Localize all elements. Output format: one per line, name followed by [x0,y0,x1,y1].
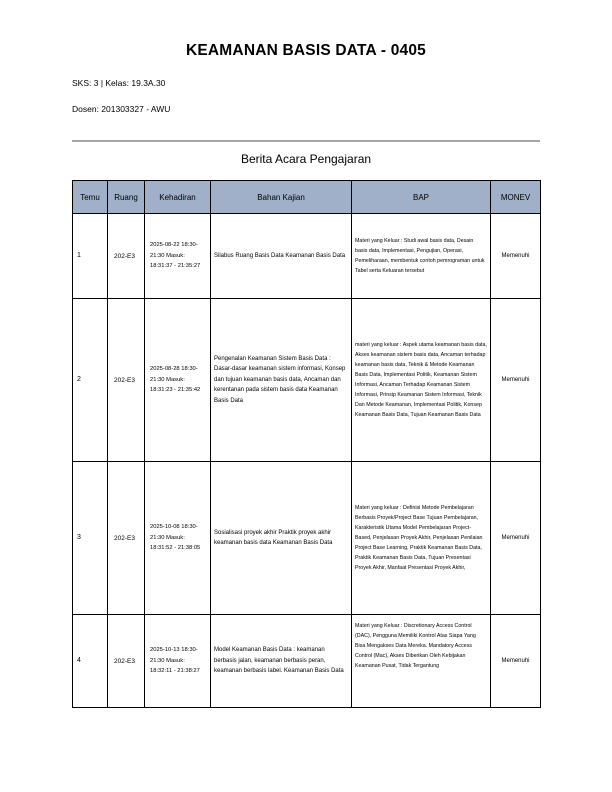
monev-cell: Memenuhi [491,462,541,615]
bahan-kajian-cell: Pengenalan Keamanan Sistem Basis Data : Dasar-dasar keamanan sistem informasi, Konsep dan tujuan keamanan basis data, Ancaman dan kerentanan pada sistem basis data Keamanan Basis Data [211,299,352,462]
temu-cell: 2 [73,299,108,462]
kehadiran-cell: 2025-08-22 18:30-21:30 Masuk: 18:31:37 - 21:35:27 [145,214,211,299]
divider [72,140,540,142]
table-row [73,462,541,615]
bap-cell: Materi yang Keluar : Discretionary Access Control (DAC), Pengguna Memiliki Kontrol Atas Siapa Yang Bisa Mengakses Data Mereka. Mandatory Access Control (Mac), Akses Diberikan Oleh Kebijakan Keamanan Pusat, Tidak Tergantung [355,623,476,670]
monev-cell: Memenuhi [491,615,541,708]
temu-cell: 4 [73,615,108,708]
monev-cell: Memenuhi [491,299,541,462]
column-header-bap: BAP [352,181,491,214]
kehadiran-cell: 2025-08-28 18:30-21:30 Masuk: 18:31:23 - 21:35:42 [145,299,211,462]
table-row [73,299,541,462]
ruang-cell: 202-E3 [108,214,145,299]
ruang-cell: 202-E3 [108,615,145,708]
bap-cell: materi yang keluar : Aspek utama keamanan basis data, Akses keamanan sistem basis data, Ancaman terhadap keamanan basis data, Teknik & Metode Keamanan Basis Data, Implementasi Politik, Keamanan Sistem Informasi, Ancaman Terhadap Keamanan Sistem Informasi, Prinsip Keamanan Sistem Informasi, Teknik Dan Metode Keamanan, Implementasi Politik, Konsep Keamanan Basis Data, Tujuan Keamanan Basis Data [352,299,491,462]
course-info: SKS: 3 | Kelas: 19.3A.30 [72,78,166,88]
monev-cell: Memenuhi [491,214,541,299]
lecturer-info: Dosen: 201303327 - AWU [72,104,171,114]
table-header-row [73,181,541,214]
kehadiran-cell: 2025-10-13 18:30-21:30 Masuk: 18:32:11 - 21:38:27 [145,615,211,708]
ruang-cell: 202-E3 [108,299,145,462]
temu-cell: 1 [73,214,108,299]
column-header-kehadiran: Kehadiran [145,181,211,214]
column-header-ruang: Ruang [108,181,145,214]
bahan-kajian-cell: Model Keamanan Basis Data : keamanan berbasis jalan, keamanan berbasis peran, keamanan berbasis label. Keamanan Basis Data [211,615,352,708]
column-header-monev: MONEV [491,181,541,214]
document-title: KEAMANAN BASIS DATA - 0405 [185,42,427,59]
bap-cell: Materi yang keluar : Definisi Metode Pembelajaran Berbasis Proyek/Project Base Tujuan Pembelajaran, Karakteristik Utama Model Pembelajaran Project-Based, Penjelasan Proyek Akhir, Penjelasan Penilaian Project Base Learning, Praktik Keamanan Basis Data, Praktik Keamanan Basis Data, Tujuan Presentasi Proyek Akhir, Manfaat Presentasi Proyek Akhir, [352,462,491,615]
bahan-kajian-cell: Sosialisasi proyek akhir Praktik proyek akhir keamanan basis data Keamanan Basis Data [211,462,352,615]
table-row [73,214,541,299]
table-row [73,615,541,708]
kehadiran-cell: 2025-10-08 18:30-21:30 Masuk: 18:31:52 - 21:38:05 [145,462,211,615]
section-title: Berita Acara Pengajaran [240,152,372,166]
bap-cell-container [352,615,491,708]
bap-cell: Materi yang Keluar : Studi awal basis data, Desain basis data, Implementasi, Pengujian, Operasi, Pemeliharaan, membentuk contoh pemrograman untuk Tabel serta Keluaran tersebut [352,214,491,299]
temu-cell: 3 [73,462,108,615]
column-header-bahan-kajian: Bahan Kajian [211,181,352,214]
ruang-cell: 202-E3 [108,462,145,615]
column-header-temu: Temu [73,181,108,214]
bahan-kajian-cell: Silabus Ruang Basis Data Keamanan Basis Data [211,214,352,299]
teaching-record-table [72,180,541,708]
